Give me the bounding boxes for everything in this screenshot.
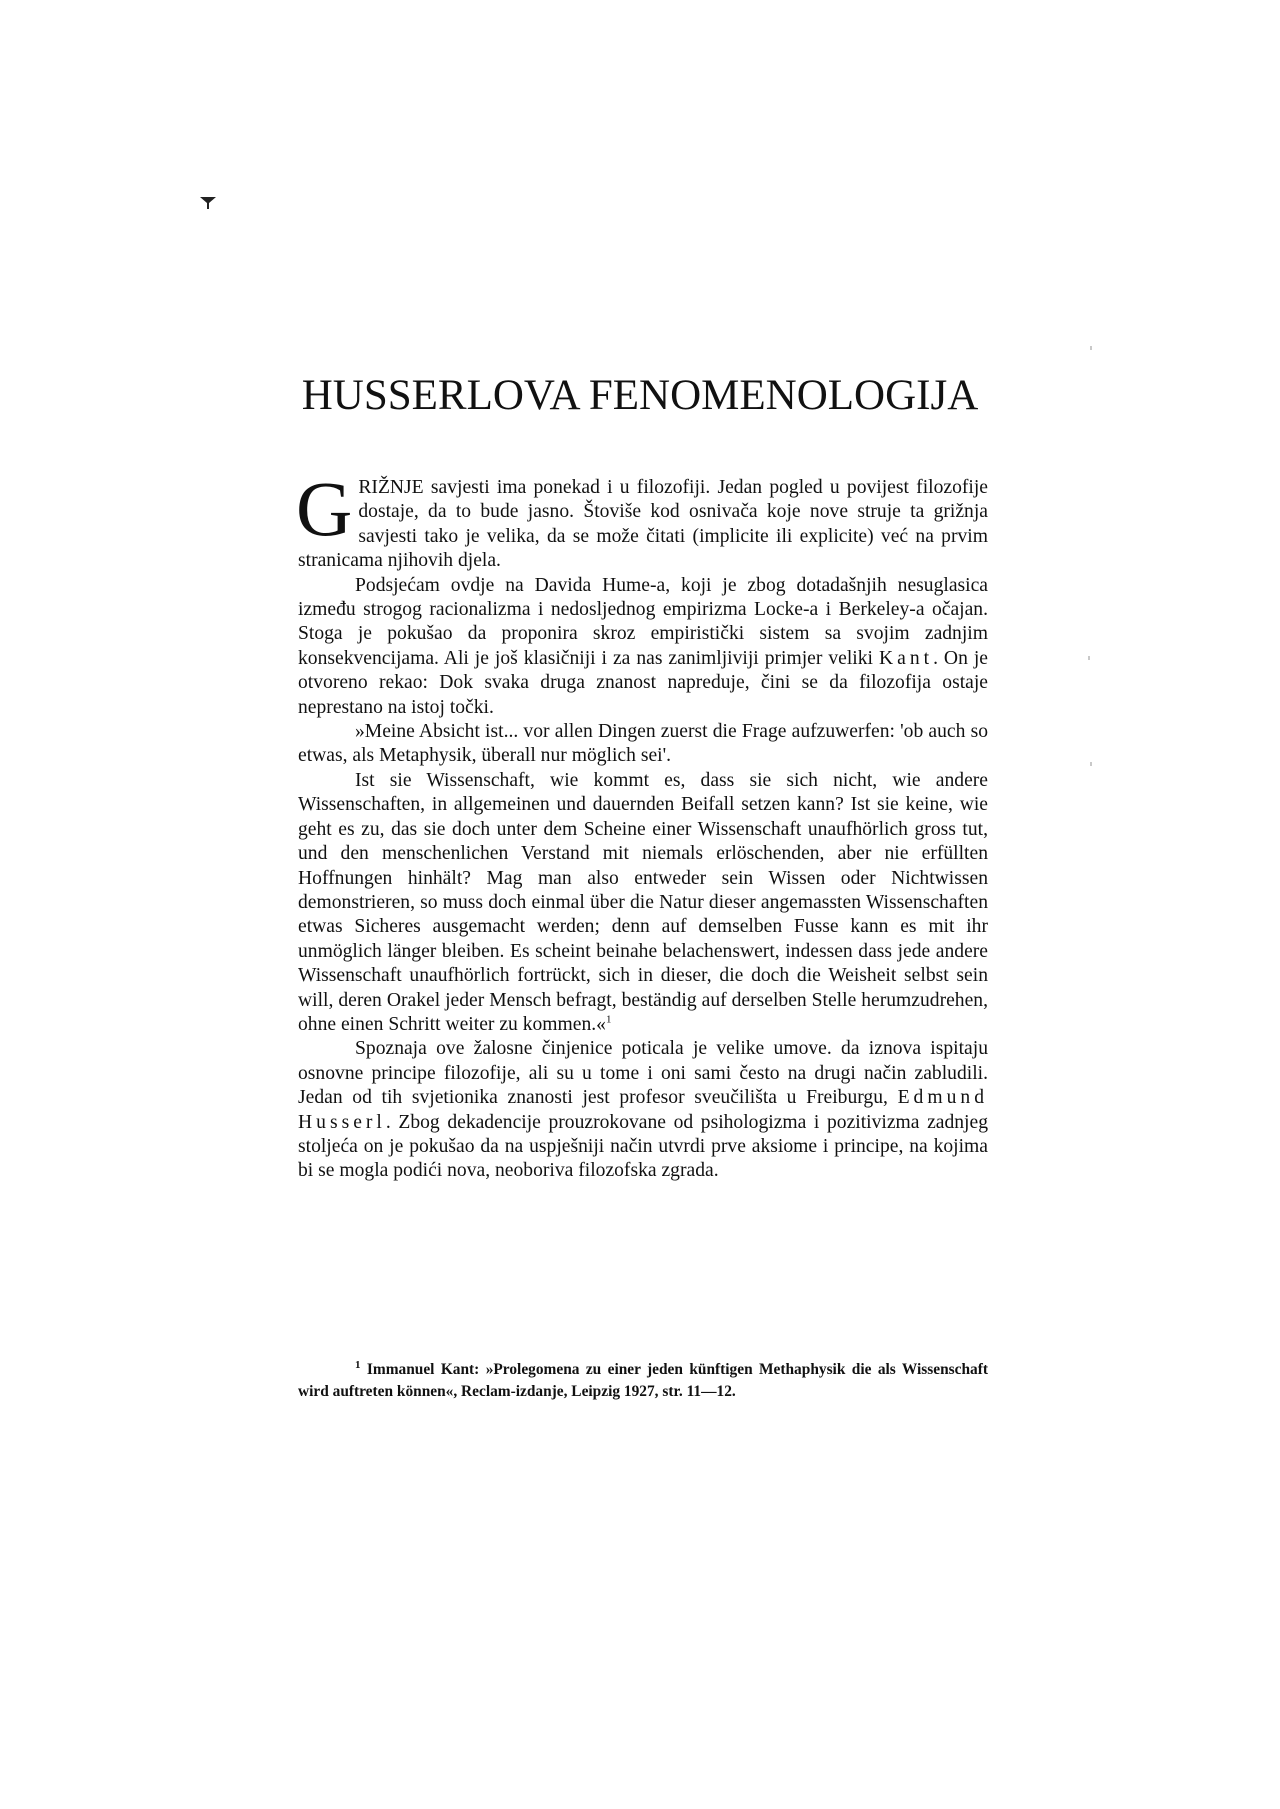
spaced-name-kant: Kant <box>878 647 934 669</box>
paragraph-2-text-before: Podsjećam ovdje na Davida Hume-a, koji je zbog dotadašnjih nesuglasica između strogog racionalizma i nedosljednog empirizma Locke-a i Berkeley-a očajan. Stoga je pokušao da proponira skroz empiristički sistem sa svojim zadnjim konsekvencijama. Ali je još klasičniji i za nas zanimljiviji primjer veliki <box>298 574 988 669</box>
paragraph-1-text: RIŽNJE savjesti ima ponekad i u filozofiji. Jedan pogled u povijest filozofije dostaje, da to bude jasno. Štoviše kod osnivača koje nove struje ta grižnja savjesti tako je velika, da se može čitati (implicite ili explicite) već na prvim stranicama njihovih djela. <box>298 477 988 572</box>
paragraph-4-text: Ist sie Wissenschaft, wie kommt es, dass sie sich nicht, wie andere Wissenschaften, in allgemeinen und dauernden Beifall setzen kann? Ist sie keine, wie geht es zu, das sie doch unter dem Scheine einer Wissenschaft unaufhörlich gross tut, und den menschenlichen Verstand mit niemals erlöschenden, aber nie erfüllten Hoffnungen hinhält? Mag man also entweder sein Wissen oder Nichtwissen demonstrieren, so muss doch einmal über die Natur dieser angemassten Wissenschaften etwas Sicheres ausgemacht werden; denn auf demselben Fusse kann es mit ihr unmöglich länger bleiben. Es scheint beinahe belachenswert, indessen dass jede andere Wissenschaft unaufhörlich fortrückt, sich in dieser, die doch die Weisheit selbst sein will, deren Orakel jeder Mensch befragt, beständig auf derselben Stelle herumzudrehen, ohne einen Schritt weiter zu kommen.« <box>298 769 988 1035</box>
paragraph-2 <box>298 574 988 720</box>
paragraph-2-text-after: . On je otvoreno rekao: Dok svaka druga znanost napreduje, čini se da filozofija ostaje neprestano na istoj točki. <box>298 647 988 718</box>
drop-cap: G <box>296 465 353 552</box>
footnote-ref: 1 <box>605 1013 612 1026</box>
spaced-name-husserl: Edmund Husserl <box>298 1087 988 1133</box>
paragraph-3: »Meine Absicht ist... vor allen Dingen zuerst die Frage aufzuwerfen: 'ob auch so etwas, als Metaphysik, überall nur möglich sei'. <box>298 721 988 767</box>
paragraph-5-text-after: . Zbog dekadencije prouzrokovane od psihologizma i pozitivizma zadnjeg stoljeća on je pokušao da na uspješniji način utvrdi prve aksiome i principe, na kojima bi se mogla podići nova, neoboriva filozofska zgrada. <box>298 1111 988 1182</box>
scan-speck <box>1090 762 1092 766</box>
paragraph-5 <box>298 1037 988 1183</box>
scan-speck <box>1088 656 1090 660</box>
footnotes <box>298 1359 988 1403</box>
page-title: HUSSERLOVA FENOMENOLOGIJA <box>301 372 979 419</box>
paragraph-1 <box>296 465 988 574</box>
paragraph-4 <box>298 769 988 1037</box>
scan-speck <box>1090 346 1092 350</box>
footnote-marker: 1 <box>355 1358 361 1371</box>
footnote-1 <box>298 1359 988 1403</box>
corner-mark-icon <box>200 196 216 210</box>
footnote-1-text: Immanuel Kant: »Prolegomena zu einer jeden künftigen Methaphysik die als Wissenschaft wird auftreten können«, Reclam-izdanje, Leipzig 1927, str. 11—12. <box>298 1361 988 1400</box>
body-text <box>296 465 988 1184</box>
paragraph-5-text-before: Spoznaja ove žalosne činjenice poticala je velike umove. da iznova ispitaju osnovne principe filozofije, ali su u tome i oni sami često na drugi način zabludili. Jedan od tih svjetionika znanosti jest profesor sveučilišta u Freiburgu, <box>298 1038 988 1109</box>
